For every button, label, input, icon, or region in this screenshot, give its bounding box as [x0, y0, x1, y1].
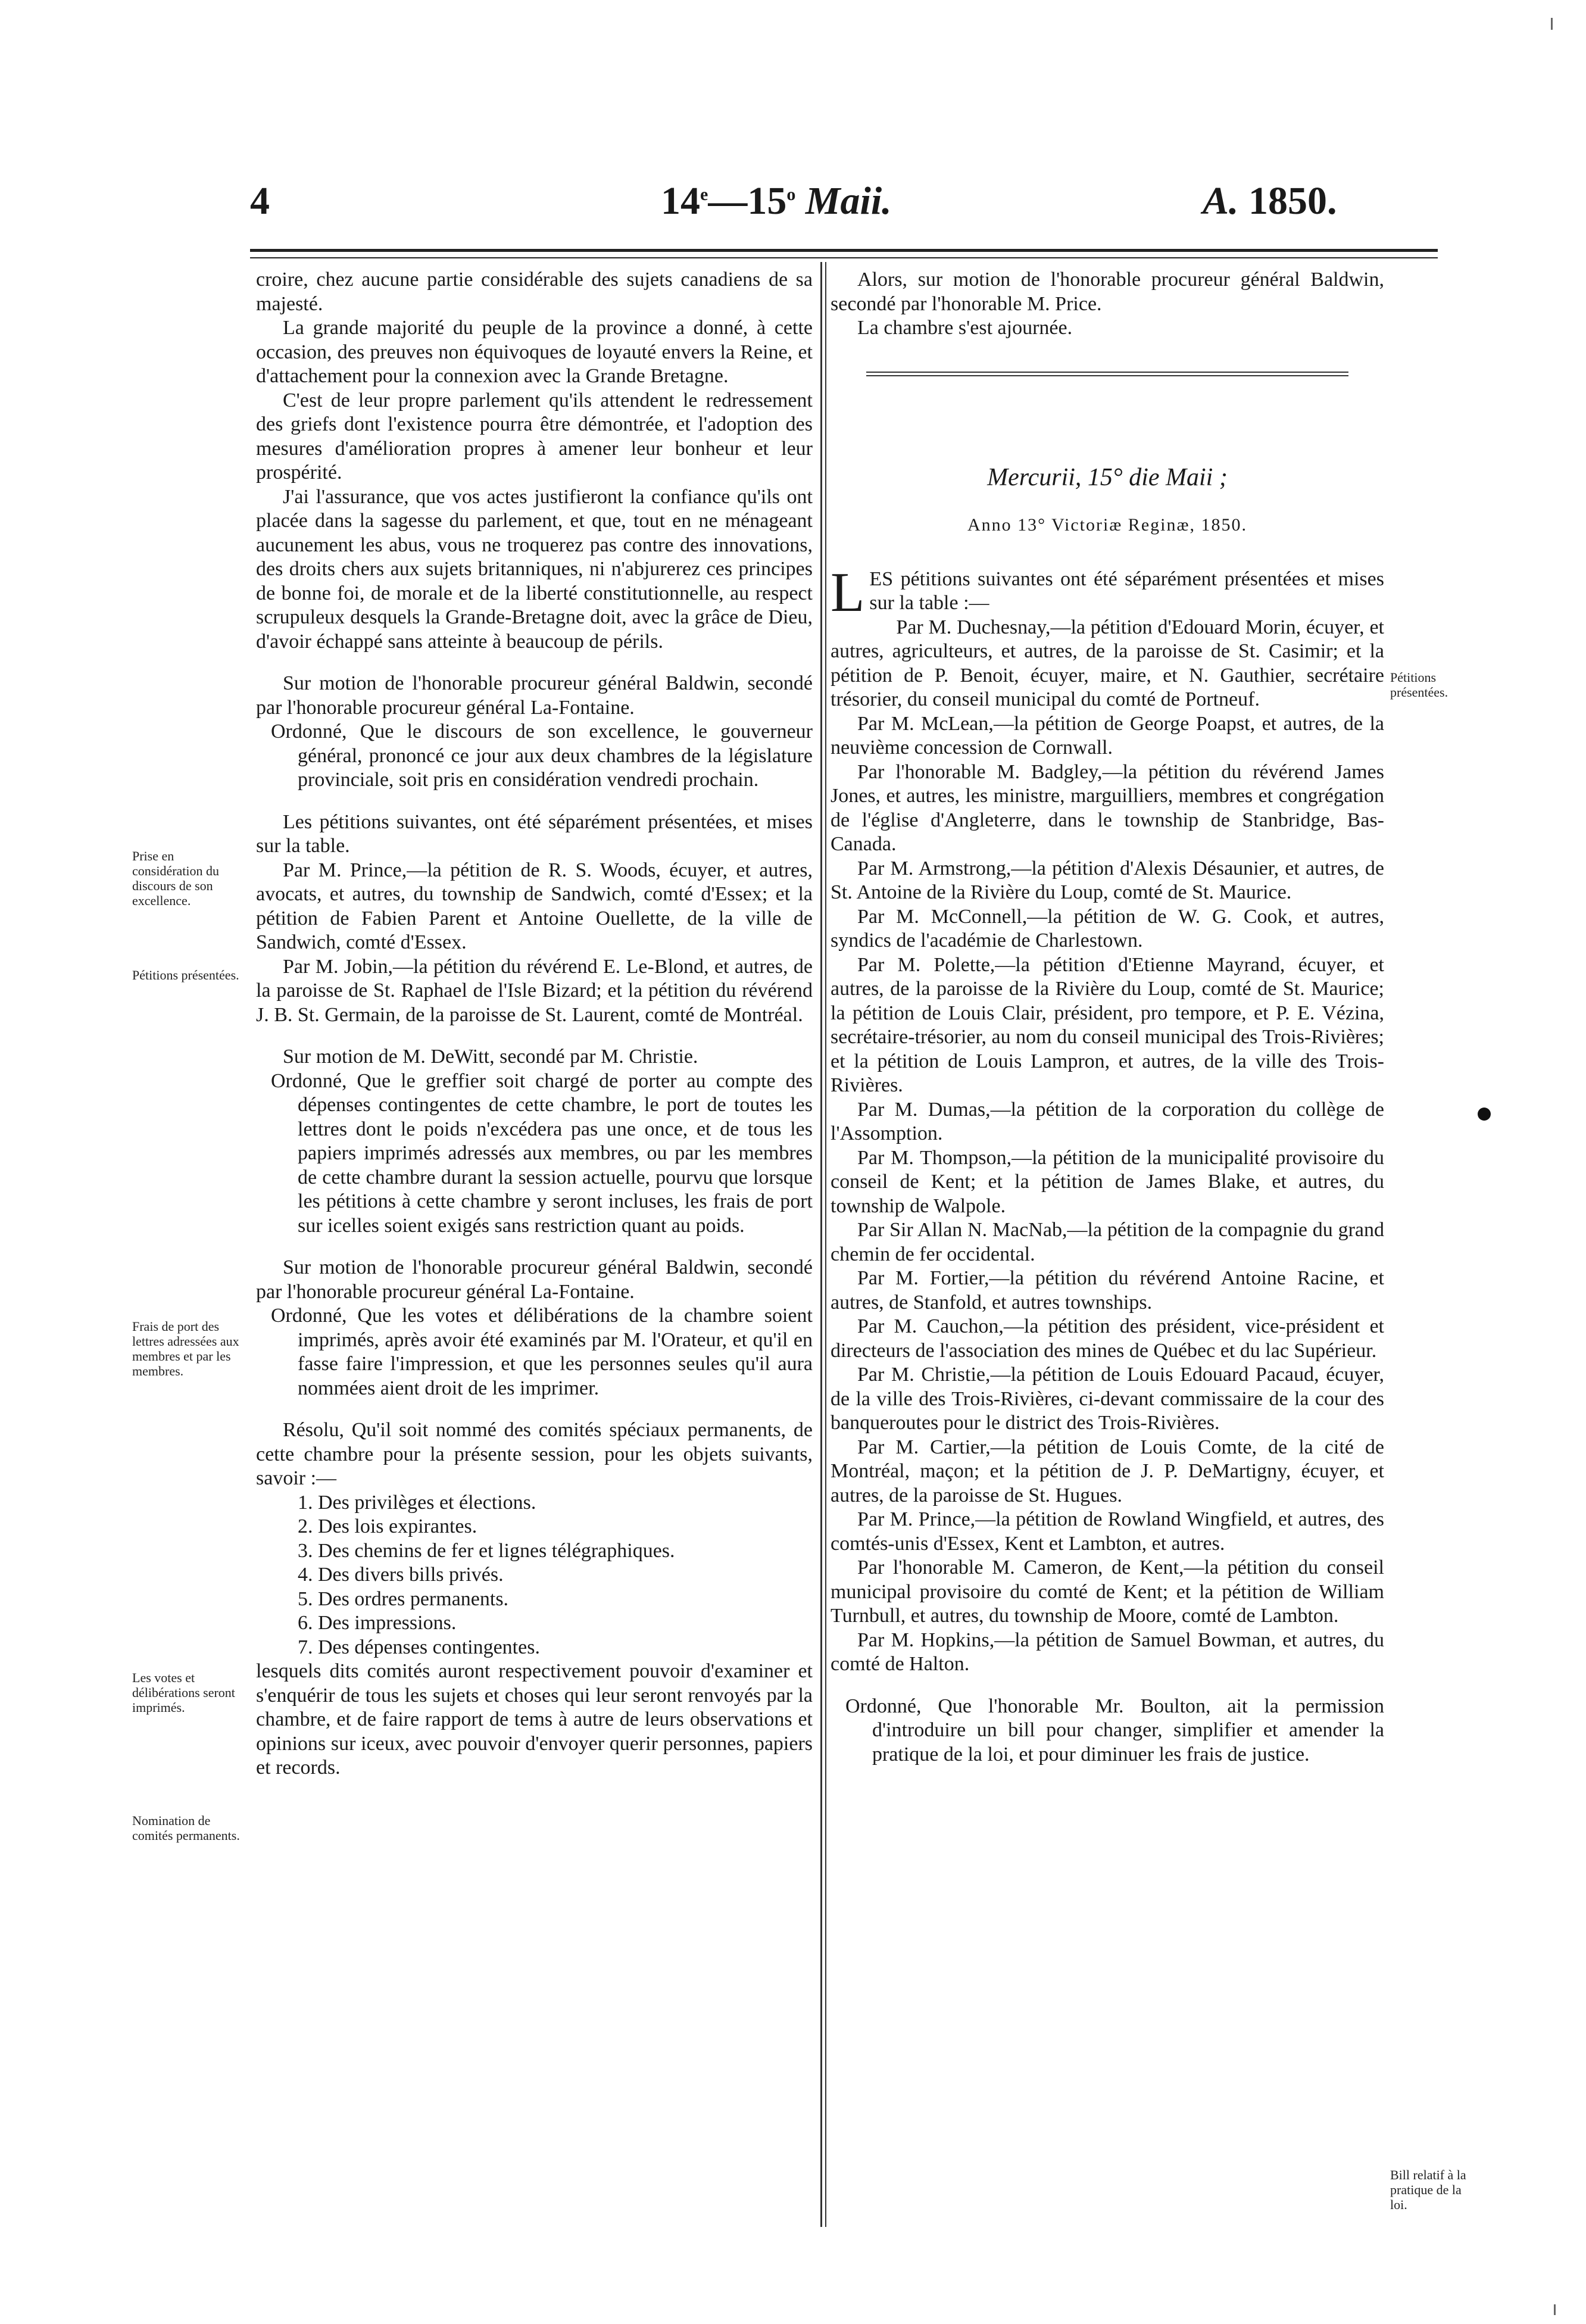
motion-paragraph: Sur motion de l'honorable procureur général Baldwin, secondé par l'honorable procureur général La-Fontaine. — [256, 672, 813, 719]
margin-note: Frais de port des lettres adressées aux membres et par les membres. — [132, 1319, 239, 1378]
drop-cap: L — [831, 561, 865, 623]
margin-note: Nomination de comités permanents. — [132, 1813, 240, 1843]
header-rule — [250, 249, 1438, 252]
petition-paragraph: Par M. McConnell,—la pétition de W. G. Cook, et autres, syndics de l'académie de Charlestown. — [831, 905, 1384, 952]
order-paragraph: Ordonné, Que le greffier soit chargé de porter au compte des dépenses contingentes de cette chambre, le port de toutes les lettres dont le poids n'excédera pas une once, et de tous les papiers imprimés adressés aux membres, ou par les membres de cette chambre durant la session actuelle, pourvu que lorsque les pétitions à cette chambre y seront incluses, les frais de port sur icelles soient exigés sans restriction quant au poids. — [271, 1069, 813, 1237]
column-divider-inner — [825, 262, 826, 2227]
petition-paragraph: Par M. Thompson,—la pétition de la municipalité provisoire du conseil de Kent; et la pétition de James Blake, et autres, du township de Walpole. — [831, 1146, 1384, 1217]
paragraph: croire, chez aucune partie considérable des sujets canadiens de sa majesté. — [256, 269, 813, 315]
ink-dot — [1478, 1108, 1491, 1121]
petition-paragraph: Par M. Armstrong,—la pétition d'Alexis Désaunier, et autres, de St. Antoine de la Rivière du Loup, comté de St. Maurice. — [831, 857, 1384, 903]
margin-note: Pétitions présentées. — [132, 968, 239, 982]
paragraph: Alors, sur motion de l'honorable procureur général Baldwin, secondé par l'honorable M. Price. — [831, 269, 1384, 315]
paragraph: C'est de leur propre parlement qu'ils attendent le redressement des griefs dont l'existence pourra être démontrée, et l'adoption des mesures d'amélioration propres à amener leur bonheur et leur prospérité. — [256, 389, 813, 483]
header-dates-suffix: —15 — [708, 179, 787, 223]
section-rule — [866, 372, 1348, 373]
list-item: 2. Des lois expirantes. — [298, 1515, 477, 1537]
paragraph: Les pétitions suivantes, ont été séparément présentées, et mises sur la table. — [256, 810, 813, 857]
petition-paragraph: Par M. Polette,—la pétition d'Etienne Mayrand, écuyer, et autres, de la paroisse de la Rivière du Loup, comté de St. Maurice; la pétition de Louis Clair, président, pro tempore, et P. E. Vézina, secrétaire-trésorier, au nom du conseil municipal des Trois-Rivières; et la pétition de Louis Lampron, et autres, de la ville des Trois-Rivières. — [831, 953, 1384, 1096]
page-header — [0, 179, 1586, 244]
paragraph — [831, 561, 1384, 623]
header-dates-word: Maii. — [805, 179, 892, 223]
margin-note: Bill relatif à la pratique de la loi. — [1390, 2167, 1466, 2212]
petition-paragraph: Par M. Dumas,—la pétition de la corporation du collège de l'Assomption. — [831, 1098, 1384, 1144]
petition-paragraph: Par M. Prince,—la pétition de Rowland Wingfield, et autres, des comtés-unis d'Essex, Kent et Lambton, et autres. — [831, 1508, 1384, 1555]
margin-note: Pétitions présentées. — [1390, 670, 1448, 700]
scan-mark — [1554, 2304, 1556, 2315]
header-dates: 14e—15$^o$ Maii. — [661, 179, 892, 223]
column-divider — [820, 262, 822, 2227]
right-column — [831, 268, 1384, 1767]
header-year — [1203, 179, 1337, 224]
order-paragraph: Ordonné, Que l'honorable Mr. Boulton, ait la permission d'introduire un bill pour changer, simplifier et amender la pratique de la loi, et pour diminuer les frais de justice. — [845, 1695, 1384, 1765]
order-paragraph: Ordonné, Que les votes et délibérations de la chambre soient imprimés, après avoir été examinés par M. l'Orateur, et qu'il en fasse faire l'impression, et que les personnes seules qu'il aura nommées aient droit de les imprimer. — [271, 1305, 813, 1399]
margin-note: Prise en considération du discours de son excellence. — [132, 849, 220, 908]
petition-paragraph: Par M. Duchesnay,—la pétition d'Edouard Morin, écuyer, et autres, agriculteurs, et autres, de la paroisse de St. Casimir; et la pétition de P. Benoit, écuyer, maire, et N. Gauthier, secrétaire trésorier, du conseil municipal du comté de Portneuf. — [831, 616, 1384, 710]
sitting-subheading: Anno 13° Victoriæ Reginæ, 1850. — [967, 515, 1247, 535]
petition-paragraph: Par M. Hopkins,—la pétition de Samuel Bowman, et autres, du comté de Halton. — [831, 1629, 1384, 1675]
petition-paragraph: Par l'honorable M. Badgley,—la pétition du révérend James Jones, et autres, les ministre, marguilliers, membres et congrégation de l'église d'Angleterre, dans le township de Stanbridge, Bas-Canada. — [831, 760, 1384, 855]
margin-note: Les votes et délibérations seront imprimés. — [132, 1670, 235, 1715]
petition-paragraph: Par M. Fortier,—la pétition du révérend Antoine Racine, et autres, de Stanfold, et autres townships. — [831, 1267, 1384, 1314]
scan-mark — [1551, 18, 1553, 30]
motion-paragraph: Sur motion de M. DeWitt, secondé par M. Christie. — [283, 1046, 698, 1068]
page-number: 4 — [250, 179, 270, 223]
list-item: 4. Des divers bills privés. — [298, 1564, 504, 1586]
list-item: 6. Des impressions. — [298, 1612, 457, 1634]
order-paragraph: Ordonné, Que le discours de son excellence, le gouverneur général, prononcé ce jour aux deux chambres de la législature provinciale, soit pris en considération vendredi prochain. — [271, 720, 813, 791]
paragraph: J'ai l'assurance, que vos actes justifieront la confiance qu'ils ont placée dans la sagesse du parlement, et que, tout en ne ménageant aucunement les abus, vous ne troquerez pas contre des innovations, des droits chers aux sujets britanniques, ni n'abjurerez ces principes de bonne foi, de morale et de la liberté constitutionnelle, au respect scrupuleux desquels la Grande-Bretagne doit, avec la grâce de Dieu, d'avoir échappé sans atteinte à beaucoup de périls. — [256, 485, 813, 653]
header-rule-thin — [250, 257, 1438, 258]
list-item: 5. Des ordres permanents. — [298, 1587, 509, 1610]
list-item: 1. Des privilèges et élections. — [298, 1491, 536, 1514]
petition-paragraph: Par M. McLean,—la pétition de George Poapst, et autres, de la neuvième concession de Cornwall. — [831, 712, 1384, 759]
motion-paragraph: Sur motion de l'honorable procureur général Baldwin, secondé par l'honorable procureur général La-Fontaine. — [256, 1256, 813, 1303]
header-dates-prefix: 14 — [661, 179, 700, 223]
resolution-paragraph: Résolu, Qu'il soit nommé des comités spéciaux permanents, de cette chambre pour la présente session, pour les objets suivants, savoir :— — [256, 1419, 813, 1489]
sitting-heading: Mercurii, 15° die Maii ; — [987, 463, 1228, 491]
petition-paragraph: Par M. Cauchon,—la pétition des président, vice-président et directeurs de l'association des mines de Québec et du lac Supérieur. — [831, 1315, 1384, 1362]
header-year-letter: A. — [1203, 179, 1239, 223]
paragraph: La chambre s'est ajournée. — [857, 317, 1073, 339]
list-item: 3. Des chemins de fer et lignes télégraphiques. — [298, 1539, 675, 1562]
petition-paragraph: Par Sir Allan N. MacNab,—la pétition de la compagnie du grand chemin de fer occidental. — [831, 1219, 1384, 1265]
header-year-number: 1850. — [1248, 179, 1337, 223]
petition-paragraph: Par l'honorable M. Cameron, de Kent,—la pétition du conseil municipal provisoire du comté de Kent; et la pétition de William Turnbull, et autres, du township de Moore, comté de Lambton. — [831, 1556, 1384, 1627]
petition-paragraph: Par M. Christie,—la pétition de Louis Edouard Pacaud, écuyer, de la ville des Trois-Rivières, ci-devant commissaire de la cour des banqueroutes pour le district des Trois-Rivières. — [831, 1364, 1384, 1434]
list-item: 7. Des dépenses contingentes. — [298, 1636, 540, 1658]
section-rule-thin — [866, 375, 1348, 376]
drop-cap-text: ES pétitions suivantes ont été séparément présentées et mises sur la table :— — [869, 567, 1384, 614]
left-column — [256, 268, 813, 1780]
petition-paragraph: Par M. Jobin,—la pétition du révérend E. Le-Blond, et autres, de la paroisse de St. Raphael de l'Isle Bizard; et la pétition du révérend J. B. St. Germain, de la paroisse de St. Laurent, comté de Montréal. — [256, 955, 813, 1026]
petition-paragraph: Par M. Prince,—la pétition de R. S. Woods, écuyer, et autres, avocats, et autres, du township de Sandwich, comté d'Essex; et la pétition de Fabien Parent et Antoine Ouellette, de la ville de Sandwich, comté d'Essex. — [256, 859, 813, 953]
petition-paragraph: Par M. Cartier,—la pétition de Louis Comte, de la cité de Montréal, maçon; et la pétition de J. P. DeMartigny, écuyer, et autres, de la paroisse de St. Hugues. — [831, 1436, 1384, 1506]
paragraph: La grande majorité du peuple de la province a donné, à cette occasion, des preuves non équivoques de loyauté envers la Reine, et d'attachement pour la connexion avec la Grande Bretagne. — [256, 317, 813, 387]
paragraph: lesquels dits comités auront respectivement pouvoir d'examiner et s'enquérir de tous les sujets et choses qui leur seront renvoyés par la chambre, et de faire rapport de tems à autre de leurs observations et opinions sur iceux, avec pouvoir d'envoyer querir personnes, papiers et records. — [256, 1660, 813, 1779]
